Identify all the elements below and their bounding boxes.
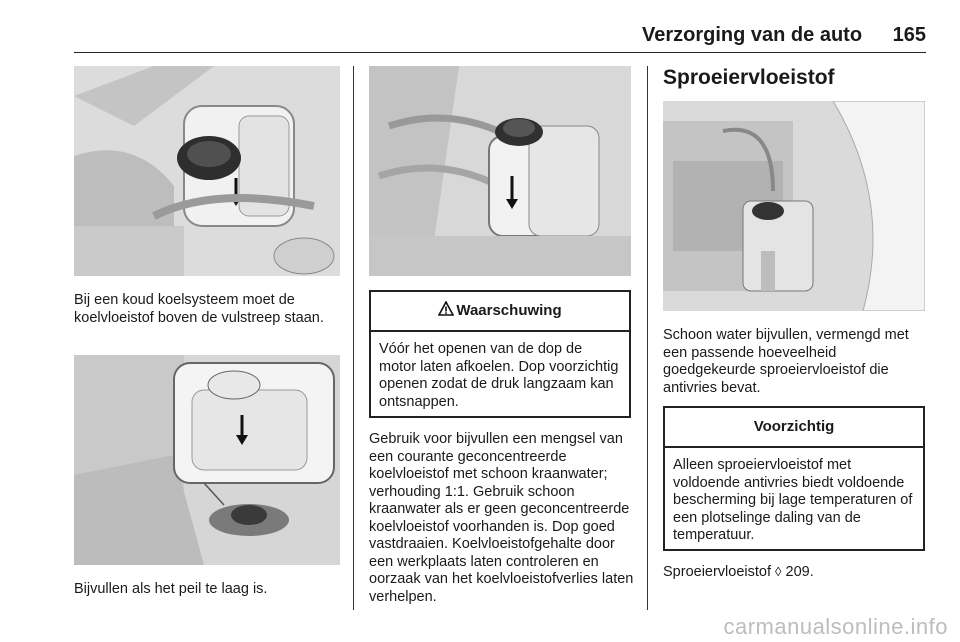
washer-fluid-photo — [663, 101, 925, 311]
column-divider-1 — [353, 66, 354, 610]
washer-fluid-title: Sproeiervloeistof — [663, 66, 835, 89]
warning-header — [371, 292, 629, 332]
refill-text: Bijvullen als het peil te laag is. — [74, 581, 268, 597]
coolant-tank-photo-2 — [74, 355, 340, 565]
reference-label: Sproeiervloeistof — [663, 564, 771, 580]
coolant-level-text: Bij een koud koelsysteem moet de koelvloeistof boven de vulstreep staan. — [74, 292, 324, 326]
coolant-cap-photo — [369, 66, 631, 276]
warning-body: Vóór het openen van de dop de motor laten afkoelen. Dop voorzichtig openen zodat de druk langzaam kan ontsnappen. — [379, 341, 619, 410]
caution-body: Alleen sproeiervloeistof met voldoende antivries biedt voldoende bescherming bij lage temperaturen of een plotselinge daling van de temperatuur. — [673, 457, 913, 543]
caution-header: Voorzichtig — [665, 408, 923, 448]
watermark: carmanualsonline.info — [723, 614, 948, 639]
reference-page[interactable]: 209. — [785, 564, 814, 580]
warning-title: Waarschuwing — [456, 302, 562, 319]
washer-fluid-reference — [663, 563, 925, 582]
section-title-header: Verzorging van de auto — [642, 24, 863, 46]
column-divider-2 — [647, 66, 648, 610]
warning-triangle-icon — [438, 301, 454, 317]
caution-box — [663, 406, 925, 551]
warning-box — [369, 290, 631, 418]
page-header — [74, 0, 926, 53]
coolant-tank-photo-1 — [74, 66, 340, 276]
page-number: 165 — [892, 24, 926, 46]
coolant-mix-text: Gebruik voor bijvullen een mengsel van een courante geconcentreerde koelvloeistof met schoon kraanwater; verhouding 1:1. Gebruik schoon kraanwater als er geen geconcentreerde koelvloeistof voorhanden is. Dop goed vastdraaien. Koelvloeistofgehalte door een werkplaats laten controleren en oorzaak van het koelvloeistofverlies laten verhelpen. — [369, 431, 634, 605]
page-reference-icon[interactable]: ◊ — [775, 564, 782, 579]
washer-fluid-text: Schoon water bijvullen, vermengd met een passende hoeveelheid goedgekeurde sproeiervloeistof die antivries bevat. — [663, 327, 909, 396]
